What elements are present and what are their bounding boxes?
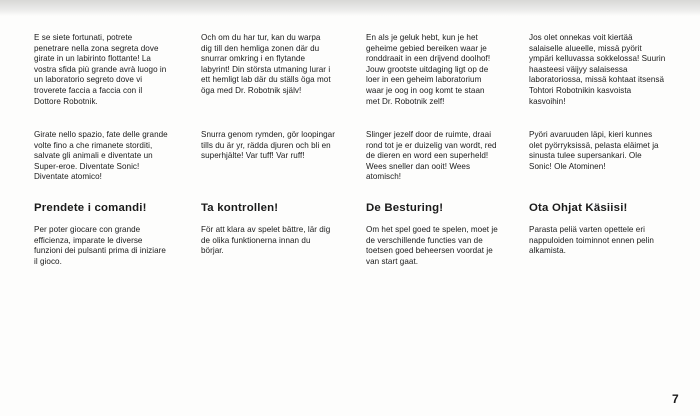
intro-paragraph: Jos olet onnekas voit kiertää salaiselle alueelle, missä pyörit ympäri kelluvassa sokkelossa! Suurin haasteesi väijyy salaisessa laboratoriossa, missä kohtaat itsensä Tohtori Robotnikin kasvoista kasvoihin! [529,33,666,106]
controls-heading: Prendete i comandi! [34,202,147,214]
page-number: 7 [672,392,679,406]
space-paragraph: Slinger jezelf door de ruimte, draai rond tot je er duizelig van wordt, red de dieren en word een superheld! Wees sneller dan ooit! Wees atomisch! [366,130,497,182]
intro-paragraph: E se siete fortunati, potrete penetrare nella zona segreta dove girate in un labirinto flottante! La vostra sfida più grande avrà luogo in un laboratorio segreto dove vi troverete faccia a faccia con il Dottore Robotnik. [34,33,167,106]
controls-paragraph: Om het spel goed te spelen, moet je de verschillende functies van de toetsen goed beheersen voordat je van start gaat. [366,225,498,266]
controls-heading: De Besturing! [366,202,444,214]
space-paragraph: Pyöri avaruuden läpi, kieri kunnes olet pyörryksissä, pelasta eläimet ja sinusta tulee supersankari. Ole Sonic! Ole Atominen! [529,130,659,171]
intro-paragraph: Och om du har tur, kan du warpa dig till den hemliga zonen där du snurrar omkring i en flytande labyrint! Din största utmaning lurar i ett hemligt lab där du ställs öga mot öga med Dr. Robotnik själv! [201,33,331,95]
space-paragraph: Girate nello spazio, fate delle grande volte fino a che rimanete storditi, salvate gli animali e diventate un Super-eroe. Diventate Sonic! Diventate atomico! [34,130,168,182]
controls-heading: Ta kontrollen! [201,202,279,214]
controls-paragraph: För att klara av spelet bättre, lär dig de olika funktionerna innan du börjar. [201,225,331,256]
controls-paragraph: Parasta peliä varten opettele eri nappuloiden toiminnot ennen pelin alkamista. [529,225,654,256]
controls-paragraph: Per poter giocare con grande efficienza, imparate le diverse funzioni dei pulsanti prima di iniziare il gioco. [34,225,166,266]
page-top-edge [0,0,700,16]
intro-paragraph: En als je geluk hebt, kun je het geheime gebied bereiken waar je ronddraait in een drijvend doolhof! Jouw grootste uitdaging ligt op de loer in een geheim laboratorium waar je oog in oog komt te staan met Dr. Robotnik zelf! [366,33,491,106]
space-paragraph: Snurra genom rymden, gör loopingar tills du är yr, rädda djuren och bli en superhjälte! Var tuff! Var ruff! [201,130,335,161]
controls-heading: Ota Ohjat Käsiisi! [529,202,628,214]
